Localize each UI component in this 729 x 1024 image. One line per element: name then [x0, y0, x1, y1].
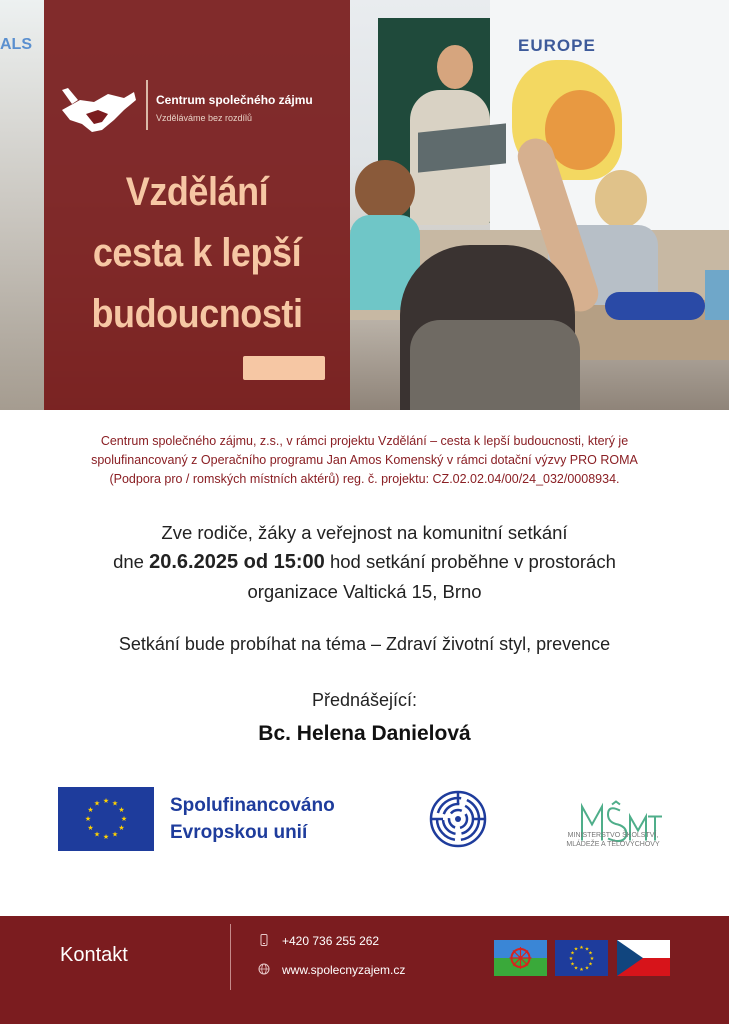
czech-flag-icon — [617, 940, 670, 976]
lecturer-name: Bc. Helena Danielová — [258, 722, 471, 745]
classroom-sign-left: ALS — [0, 36, 32, 53]
eu-flag-small-icon — [555, 940, 608, 976]
svg-text:★: ★ — [93, 799, 101, 808]
title-accent-bar — [243, 356, 325, 380]
svg-text:★: ★ — [584, 946, 590, 953]
msmt-name — [548, 831, 678, 849]
date-suffix: hod setkání proběhne v prostorách — [324, 551, 616, 572]
svg-text:★: ★ — [588, 950, 593, 957]
title-line: cesta k lepší — [92, 231, 302, 275]
europe-map-label: EUROPE — [518, 36, 596, 55]
svg-text:★: ★ — [120, 815, 128, 823]
handshake-logo-icon — [58, 80, 138, 140]
intro-line: (Podpora pro / romských místních aktérů) reg. č. projektu: CZ.02.02.04/00/24_032/0008934. — [109, 472, 620, 486]
svg-text:★: ★ — [573, 965, 579, 972]
globe-icon — [258, 963, 270, 975]
event-datetime: 20.6.2025 od 15:00 — [149, 551, 325, 573]
svg-text:★: ★ — [111, 830, 119, 839]
svg-text:★: ★ — [111, 799, 119, 808]
invitation-line: Zve rodiče, žáky a veřejnost na komunitní setkání — [161, 522, 568, 543]
svg-text:★: ★ — [93, 830, 101, 839]
svg-text:★: ★ — [84, 815, 92, 823]
footer-divider — [230, 924, 231, 990]
classroom-photo-left — [0, 0, 45, 410]
svg-text:★: ★ — [87, 824, 94, 832]
logo-divider — [146, 80, 148, 130]
eu-text-line: Spolufinancováno — [170, 795, 335, 816]
svg-text:★: ★ — [87, 806, 94, 814]
svg-text:★: ★ — [102, 797, 110, 805]
student-head — [595, 170, 647, 228]
lecturer-label: Přednášející: — [311, 690, 418, 710]
intro-line: Centrum společného zájmu, z.s., v rámci projektu Vzdělání – cesta k lepší budoucnosti, který je — [100, 434, 629, 448]
svg-text:★: ★ — [102, 833, 110, 841]
intro-line: spolufinancovaný z Operačního programu Jan Amos Komenský v rámci dotační výzvy PRO ROMA — [91, 453, 638, 467]
student-head — [355, 160, 415, 220]
meeting-topic: Setkání bude probíhat na téma – Zdraví životní styl, prevence — [118, 634, 611, 654]
invitation-text — [0, 518, 729, 606]
contact-phone[interactable]: +420 736 255 262 — [282, 934, 380, 948]
invitation-date-line — [0, 547, 729, 577]
svg-text:★: ★ — [118, 824, 125, 832]
svg-text:★: ★ — [579, 945, 584, 951]
svg-text:★: ★ — [589, 956, 595, 962]
project-intro — [20, 432, 709, 489]
hero-photo — [0, 0, 729, 410]
msmt-text-line: MLÁDEŽE A TĚLOVÝCHOVY — [566, 841, 660, 848]
svg-text:★: ★ — [573, 946, 579, 953]
title-line: budoucnosti — [91, 292, 303, 336]
roma-flag-icon — [494, 940, 547, 976]
europe-map-region — [545, 90, 615, 170]
org-name: Centrum společného zájmu — [156, 93, 313, 107]
msmt-text-line: MINISTERSTVO ŠKOLSTVÍ, — [567, 832, 659, 839]
eu-text-line: Evropskou unií — [170, 822, 308, 843]
phone-icon — [258, 934, 270, 946]
svg-text:★: ★ — [118, 806, 125, 814]
org-tagline: Vzděláváme bez rozdílů — [156, 113, 253, 123]
maze-logo-icon — [429, 790, 487, 848]
svg-text:★: ★ — [584, 965, 590, 972]
eu-cofunded-text — [170, 792, 335, 846]
teacher-head — [437, 45, 473, 89]
svg-text:★: ★ — [570, 950, 575, 957]
title-line: Vzdělání — [125, 170, 269, 214]
poster-title — [59, 162, 334, 345]
contact-website[interactable]: www.spolecnyzajem.cz — [282, 963, 406, 977]
svg-text:★: ★ — [570, 961, 575, 968]
svg-text:★: ★ — [588, 961, 593, 968]
date-prefix: dne — [113, 551, 150, 572]
svg-text:★: ★ — [579, 967, 584, 973]
pencil-case — [605, 292, 705, 320]
pencil-cup — [705, 270, 729, 320]
eu-flag-icon — [58, 787, 154, 851]
contact-label: Kontakt — [60, 944, 128, 966]
student-shirt — [410, 320, 580, 410]
svg-text:★: ★ — [568, 956, 574, 962]
invitation-location: organizace Valtická 15, Brno — [247, 581, 482, 602]
